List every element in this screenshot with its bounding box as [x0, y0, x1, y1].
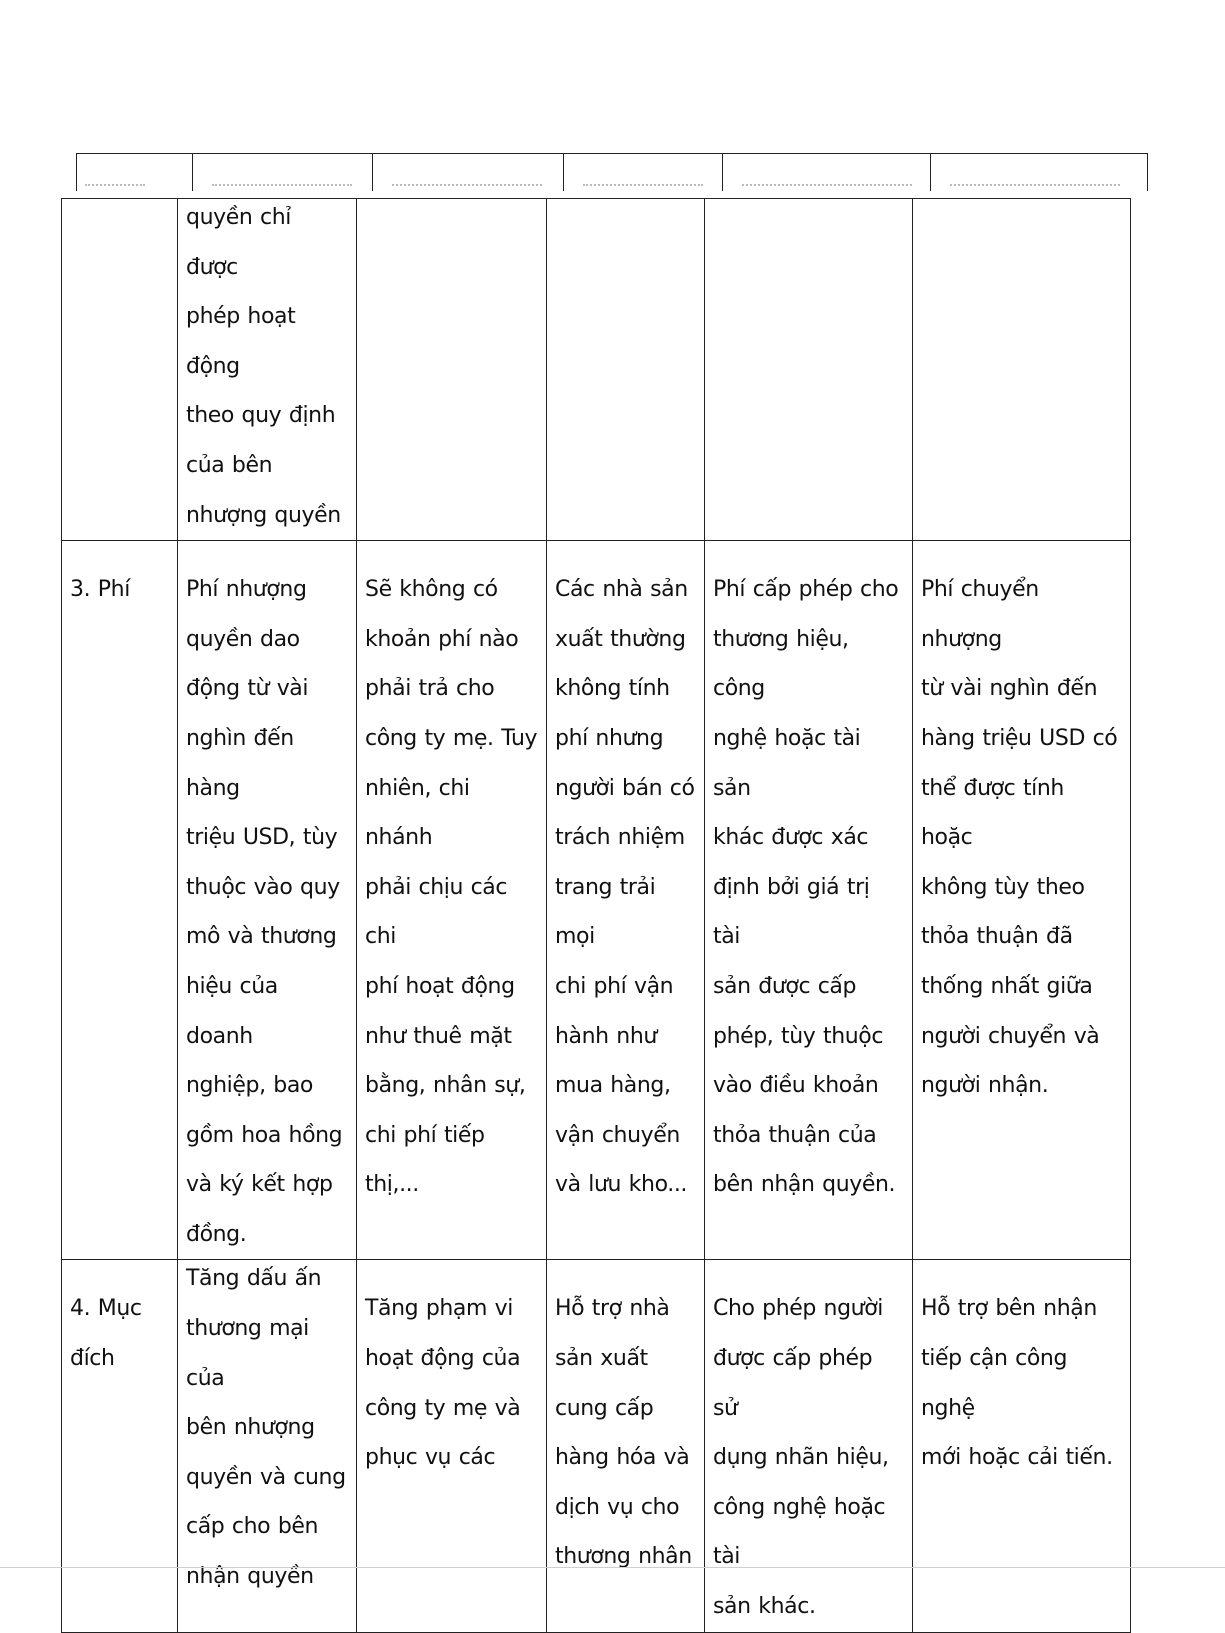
table-cell — [913, 541, 1131, 1260]
table-cell — [357, 541, 547, 1260]
table-cell — [357, 1260, 547, 1632]
cell-text: Hỗ trợ nhà sản xuất cung cấp hàng hóa và dịch vụ cho thương nhân — [555, 1296, 692, 1570]
table-cell — [913, 199, 1131, 541]
row-label-purpose: 4. Mục đích — [70, 1296, 142, 1372]
cell-text: Tăng dấu ấn thương mại của bên nhượng quyền và cung cấp cho bên nhận quyền — [186, 1266, 346, 1590]
table-cell — [178, 199, 357, 541]
cell-text: Tăng phạm vi hoạt động của công ty mẹ và phục vụ các — [365, 1296, 521, 1471]
table-cell — [178, 1260, 357, 1632]
table-cell — [357, 199, 547, 541]
cell-text: Sẽ không có khoản phí nào phải trả cho công ty mẹ. Tuy nhiên, chi nhánh phải chịu các chi phí hoạt động như thuê mặt bằng, nhân sự, chi phí tiếp thị,... — [365, 577, 538, 1198]
table-cell — [705, 199, 913, 541]
table-cell — [547, 541, 705, 1260]
row-label-cell — [62, 541, 178, 1260]
comparison-table — [61, 198, 1131, 1633]
table-cell — [705, 541, 913, 1260]
table-cell — [547, 199, 705, 541]
cell-text: Phí chuyển nhượng từ vài nghìn đến hàng triệu USD có thể được tính hoặc không tùy theo thỏa thuận đã thống nhất giữa người chuyển và người nhận. — [921, 577, 1118, 1099]
table-cell — [547, 1260, 705, 1632]
cell-text: Cho phép người được cấp phép sử dụng nhãn hiệu, công nghệ hoặc tài sản khác. — [713, 1296, 889, 1620]
cell-text: Hỗ trợ bên nhận tiếp cận công nghệ mới hoặc cải tiến. — [921, 1296, 1113, 1471]
table-cell — [705, 1260, 913, 1632]
row-label-cell — [62, 1260, 178, 1632]
table-row — [62, 199, 1131, 541]
cell-text: quyền chỉ được phép hoạt động theo quy định của bên nhượng quyền — [186, 205, 341, 528]
row-label-fee: 3. Phí — [70, 577, 130, 603]
table-cell — [913, 1260, 1131, 1632]
table-cell — [178, 541, 357, 1260]
table-row — [62, 1260, 1131, 1632]
cell-text: Phí cấp phép cho thương hiệu, công nghệ hoặc tài sản khác được xác định bởi giá trị tài sản được cấp phép, tùy thuộc vào điều khoản thỏa thuận của bên nhận quyền. — [713, 577, 899, 1198]
page-bottom-divider — [0, 1567, 1225, 1568]
table-cell — [62, 199, 178, 541]
cell-text: Các nhà sản xuất thường không tính phí nhưng người bán có trách nhiệm trang trải mọi chi phí vận hành như mua hàng, vận chuyển và lưu kho... — [555, 577, 695, 1198]
table-row — [62, 541, 1131, 1260]
cell-text: Phí nhượng quyền dao động từ vài nghìn đến hàng triệu USD, tùy thuộc vào quy mô và thương hiệu của doanh nghiệp, bao gồm hoa hồng và ký kết hợp đồng. — [186, 577, 343, 1247]
previous-table-header-fragment — [76, 153, 1148, 191]
